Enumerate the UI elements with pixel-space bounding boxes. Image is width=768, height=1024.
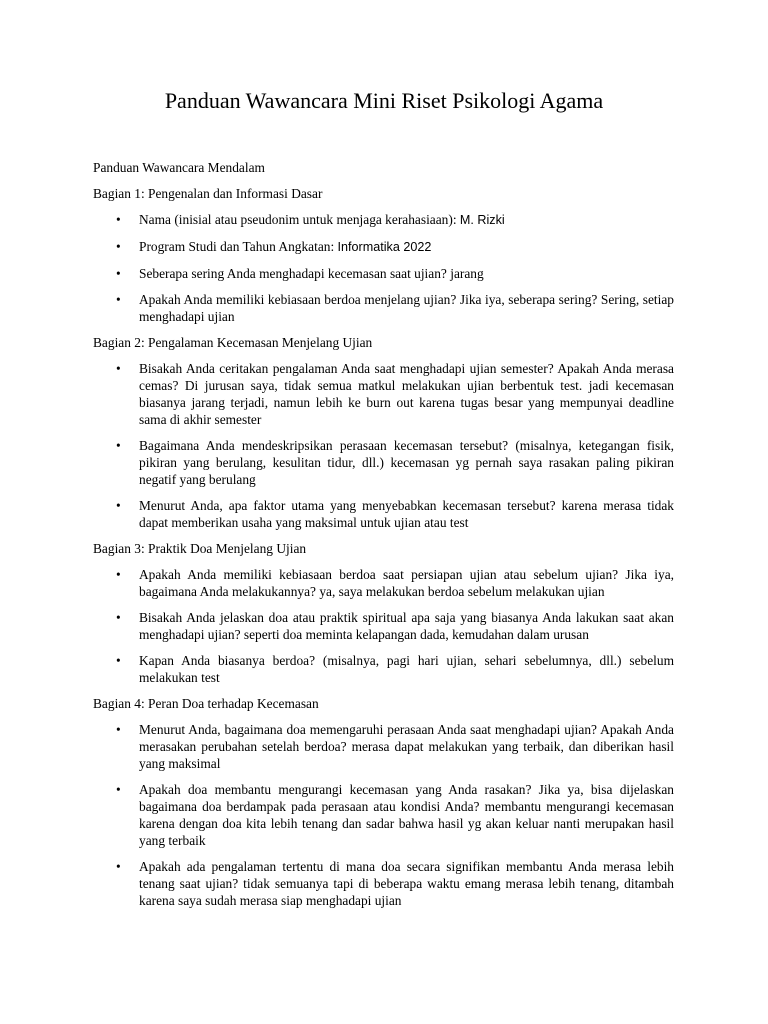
question-text: Program Studi dan Tahun Angkatan: (139, 239, 338, 254)
bullet-icon: • (116, 859, 121, 874)
section-2 (93, 334, 674, 531)
answer-text: Informatika 2022 (337, 240, 432, 254)
section-heading: Bagian 4: Peran Doa terhadap Kecemasan (93, 696, 319, 711)
bullet-icon: • (116, 239, 121, 254)
section-heading: Bagian 1: Pengenalan dan Informasi Dasar (93, 186, 323, 201)
answer-text: seperti doa meminta kelapangan dada, kemudahan dalam urusan (243, 627, 589, 642)
bullet-icon: • (116, 212, 121, 227)
question-text: Bagaimana Anda mendeskripsikan perasaan kecemasan tersebut? (misalnya, ketegangan fisik, pikiran yang berulang, kesulitan tidur, dll.) (139, 438, 674, 470)
answer-text: jarang (450, 266, 484, 281)
question-text: Seberapa sering Anda menghadapi kecemasan saat ujian? (139, 266, 451, 281)
list-item (93, 566, 674, 600)
section-3 (93, 540, 674, 686)
document-subtitle: Panduan Wawancara Mendalam (93, 160, 265, 175)
question-text: Bisakah Anda ceritakan pengalaman Anda saat menghadapi ujian semester? Apakah Anda merasa cemas? (139, 361, 674, 393)
list-item (93, 652, 674, 686)
question-text: Apakah doa membantu mengurangi kecemasan yang Anda rasakan? Jika ya, bisa dijelaskan bagaimana doa berdampak pada perasaan atau kondisi Anda? (139, 782, 674, 814)
bullet-icon: • (116, 567, 121, 582)
document-title: Panduan Wawancara Mini Riset Psikologi Agama (164, 88, 604, 113)
answer-text: tidak semuanya tapi di beberapa waktu emang merasa lebih tenang, ditambah karena saya sudah merasa siap menghadapi ujian (139, 876, 674, 908)
bullet-icon: • (116, 438, 121, 453)
list-item (93, 360, 674, 428)
question-text: Menurut Anda, apa faktor utama yang menyebabkan kecemasan tersebut? (139, 498, 562, 513)
list-item (93, 781, 674, 849)
list-item (93, 721, 674, 772)
bullet-icon: • (116, 292, 121, 307)
list-item (93, 238, 674, 256)
question-text: Apakah Anda memiliki kebiasaan berdoa saat persiapan ujian atau sebelum ujian? Jika iya, bagaimana Anda melakukannya? (139, 567, 674, 599)
answer-text: Sering, setiap menghadapi ujian (139, 292, 675, 324)
list-item (93, 858, 674, 909)
answer-text: merasa dapat melakukan yang terbaik, dan diberikan hasil yang maksimal (139, 739, 674, 771)
question-text: Apakah Anda memiliki kebiasaan berdoa menjelang ujian? Jika iya, seberapa sering? (139, 292, 601, 307)
section-4 (93, 695, 674, 909)
answer-text: karena merasa tidak dapat memberikan usaha yang maksimal untuk ujian atau test (139, 498, 674, 530)
question-text: Kapan Anda biasanya berdoa? (misalnya, pagi hari ujian, sehari sebelumnya, dll.) (139, 653, 630, 668)
bullet-icon: • (116, 498, 121, 513)
answer-text: kecemasan yg pernah saya rasakan paling pikiran negatif yang berulang (139, 455, 674, 487)
list-item (93, 437, 674, 488)
section-heading: Bagian 3: Praktik Doa Menjelang Ujian (93, 541, 307, 556)
bullet-icon: • (116, 610, 121, 625)
question-text: Nama (inisial atau pseudonim untuk menjaga kerahasiaan): (139, 212, 460, 227)
question-text: Menurut Anda, bagaimana doa memengaruhi perasaan Anda saat menghadapi ujian? Apakah Anda merasakan perubahan setelah berdoa? (139, 722, 674, 754)
bullet-icon: • (116, 722, 121, 737)
question-text: Bisakah Anda jelaskan doa atau praktik spiritual apa saja yang biasanya Anda lakukan saat akan menghadapi ujian? (139, 610, 674, 642)
question-text: Apakah ada pengalaman tertentu di mana doa secara signifikan membantu Anda merasa lebih tenang saat ujian? (139, 859, 674, 891)
list-item (93, 291, 674, 325)
answer-text: M. Rizki (459, 213, 505, 227)
document-body (93, 159, 674, 918)
question-list (93, 360, 674, 531)
section-heading: Bagian 2: Pengalaman Kecemasan Menjelang Ujian (93, 335, 373, 350)
list-item (93, 211, 674, 229)
bullet-icon: • (116, 782, 121, 797)
answer-text: membantu mengurangi kecemasan karena dengan doa kita lebih tenang dan sadar bahwa hasil yg akan keluar nanti merupakan hasil yang terbaik (139, 799, 674, 848)
bullet-icon: • (116, 653, 121, 668)
question-list (93, 566, 674, 686)
answer-text: ya, saya melakukan berdoa sebelum melakukan ujian (319, 584, 605, 599)
question-list (93, 211, 674, 325)
list-item (93, 609, 674, 643)
question-list (93, 721, 674, 909)
list-item (93, 265, 674, 282)
answer-text: Di jurusan saya, tidak semua matkul melakukan ujian berbentuk test. jadi kecemasan biasanya jarang terjadi, namun lebih ke burn out karena tugas besar yang mempunyai deadline sama di akhir semester (139, 378, 674, 427)
section-1 (93, 185, 674, 325)
list-item (93, 497, 674, 531)
bullet-icon: • (116, 266, 121, 281)
answer-text: sebelum melakukan test (139, 653, 674, 685)
bullet-icon: • (116, 361, 121, 376)
